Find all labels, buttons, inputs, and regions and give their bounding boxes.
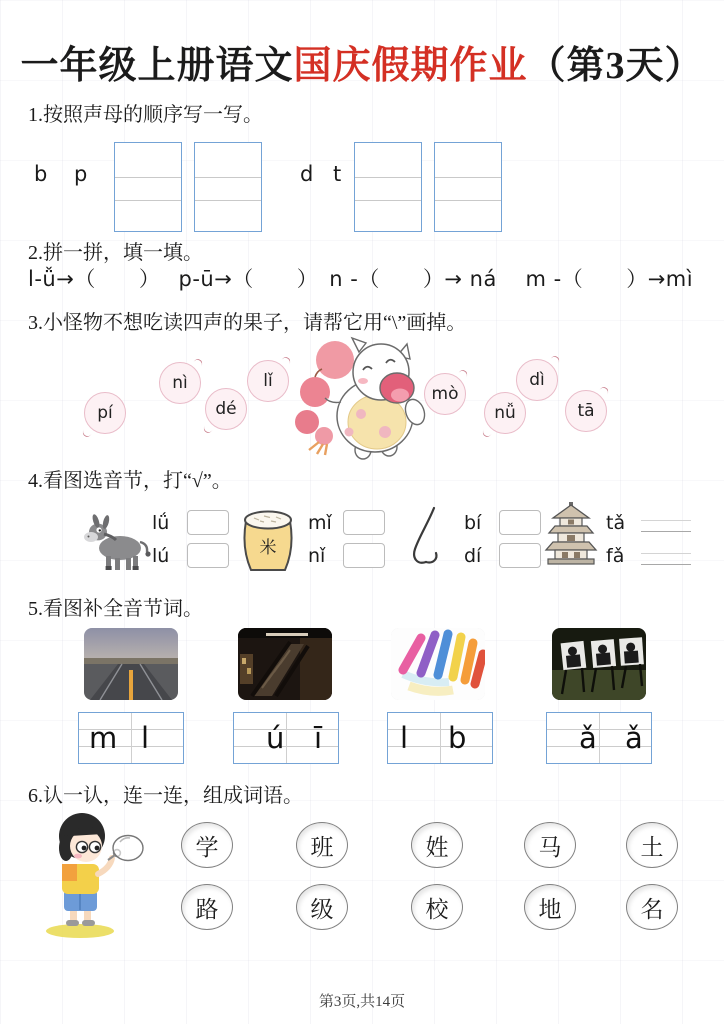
photo-road (84, 628, 178, 700)
fruit-bubble: pí (84, 392, 126, 434)
q1-letter-d: d (300, 162, 314, 186)
title-black-2: （第3天） (527, 45, 704, 87)
answer-line (641, 546, 691, 565)
q1-letter-p: p (74, 162, 88, 186)
pinyin-grid (233, 712, 339, 764)
page-title (0, 34, 724, 89)
pinyin-writing-box (114, 142, 182, 232)
grid-letter: l (400, 721, 409, 755)
option-row (606, 542, 691, 569)
rice-jar-icon (238, 508, 298, 574)
pinyin-writing-box (434, 142, 502, 232)
pinyin-option: tǎ (606, 511, 626, 534)
q4-item-donkey (152, 509, 229, 569)
boy-illustration (28, 806, 146, 940)
q4-item-pagoda (606, 509, 691, 569)
answer-checkbox (499, 543, 541, 568)
grid-letter: ú (266, 721, 285, 755)
answer-checkbox (343, 543, 385, 568)
pinyin-option: fǎ (606, 544, 625, 567)
word-bubble: 班 (296, 822, 348, 868)
pinyin-writing-box (194, 142, 262, 232)
title-red-segment: 国庆假期作业 (293, 45, 528, 87)
answer-checkbox (499, 510, 541, 535)
title-black-1: 一年级上册语文 (20, 45, 294, 87)
word-bubble: 马 (524, 822, 576, 868)
answer-checkbox (187, 510, 229, 535)
word-bubble: 地 (524, 884, 576, 930)
grid-letter: l (141, 721, 150, 755)
photo-escalator (238, 628, 332, 700)
answer-line (641, 513, 691, 532)
pinyin-option: mǐ (308, 511, 332, 534)
nose-icon (406, 505, 448, 569)
option-row (308, 542, 385, 569)
word-bubble: 土 (626, 822, 678, 868)
grid-letter: m (89, 721, 118, 755)
fruit-bubble: dì (516, 359, 558, 401)
option-row (308, 509, 385, 536)
option-row (464, 509, 541, 536)
pinyin-option: nǐ (308, 544, 326, 567)
fruit-bubble: tā (565, 390, 607, 432)
jar-character: 米 (259, 538, 277, 557)
word-bubble: 姓 (411, 822, 463, 868)
pinyin-grid (78, 712, 184, 764)
option-row (152, 542, 229, 569)
photo-crayons (391, 628, 485, 700)
fruit-bubble: dé (205, 388, 247, 430)
word-bubble: 学 (181, 822, 233, 868)
pagoda-icon (542, 502, 600, 568)
pinyin-option: dí (464, 544, 482, 567)
word-bubble: 名 (626, 884, 678, 930)
q2-label: 2.拼一拼，填一填。 (28, 242, 203, 264)
q4-label: 4.看图选音节，打“√”。 (28, 470, 232, 492)
word-bubble: 校 (411, 884, 463, 930)
grid-letter: ǎ (625, 721, 643, 755)
q1-letter-t: t (333, 162, 342, 186)
fruit-bubble: lǐ (247, 360, 289, 402)
q5-label: 5.看图补全音节词。 (28, 598, 203, 620)
q4-item-rice (308, 509, 385, 569)
q1-letter-b: b (34, 162, 48, 186)
option-row (606, 509, 691, 536)
q6-label: 6.认一认，连一连，组成词语。 (28, 785, 303, 807)
answer-checkbox (343, 510, 385, 535)
word-bubble: 路 (181, 884, 233, 930)
grid-letter: ǎ (579, 721, 597, 755)
fruit-bubble: nì (159, 362, 201, 404)
option-row (464, 542, 541, 569)
answer-checkbox (187, 543, 229, 568)
option-row (152, 509, 229, 536)
donkey-icon (82, 514, 150, 572)
pinyin-grid (387, 712, 493, 764)
page-number: 第3页,共14页 (318, 994, 406, 1010)
q3-label: 3.小怪物不想吃读四声的果子，请帮它用“\”画掉。 (28, 312, 467, 334)
q2-pinyin-line: l-ǚ→（ ） p-ū→（ ） n -（ ）→ ná m -（ ）→mì (28, 267, 694, 291)
photo-targets (552, 628, 646, 700)
q4-item-nose (464, 509, 541, 569)
q1-label: 1.按照声母的顺序写一写。 (28, 104, 263, 126)
pinyin-option: lú (152, 544, 170, 567)
monster-illustration (293, 330, 445, 458)
pinyin-option: lǘ (152, 511, 170, 534)
fruit-bubble: nǚ (484, 392, 526, 434)
word-bubble: 级 (296, 884, 348, 930)
pinyin-writing-box (354, 142, 422, 232)
fruit-bubble: mò (424, 373, 466, 415)
grid-letter: b (448, 721, 467, 755)
pinyin-grid (546, 712, 652, 764)
grid-letter: ī (314, 721, 323, 755)
pinyin-option: bí (464, 511, 482, 534)
